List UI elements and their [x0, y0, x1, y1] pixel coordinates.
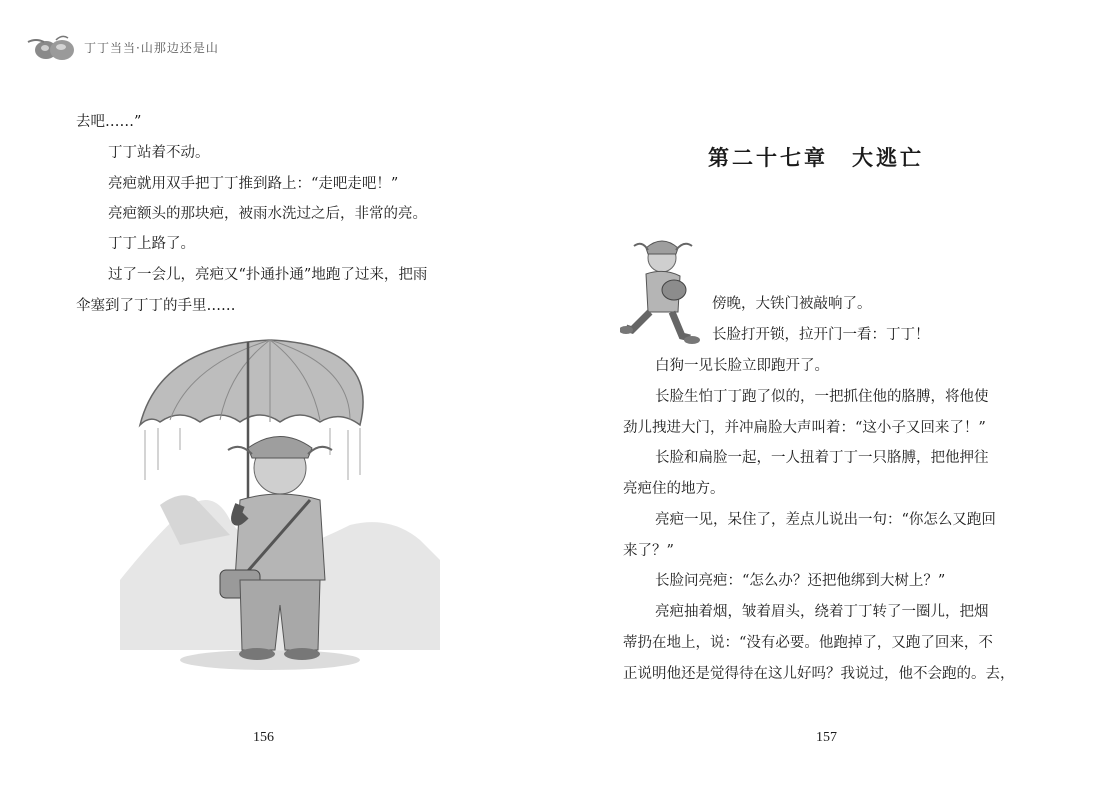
- paragraph: 过了一会儿，亮疤又“扑通扑通”地跑了过来，把雨: [108, 267, 428, 283]
- paragraph: 丁丁上路了。: [108, 236, 195, 252]
- paragraph: 来了？”: [623, 543, 674, 559]
- paragraph: 劲儿拽进大门，并冲扁脸大声叫着：“这小子又回来了！”: [623, 420, 986, 436]
- running-boy-illustration: [620, 232, 710, 350]
- page-number: 156: [253, 730, 274, 745]
- boy-with-umbrella-illustration: [120, 330, 440, 680]
- right-page: [548, 0, 1096, 786]
- paragraph: 长脸打开锁，拉开门一看：丁丁！: [712, 327, 930, 343]
- paragraph: 白狗一见长脸立即跑开了。: [655, 358, 829, 374]
- paragraph: 长脸问亮疤：“怎么办？还把他绑到大树上？”: [655, 573, 946, 589]
- series-title: 丁丁当当·山那边还是山: [84, 40, 219, 55]
- paragraph: 蒂扔在地上，说：“没有必要。他跑掉了，又跑了回来，不: [623, 635, 993, 651]
- paragraph: 去吧……”: [76, 114, 142, 130]
- chapter-title: 第二十七章 大逃亡: [708, 145, 924, 170]
- page-number: 157: [816, 730, 837, 745]
- paragraph: 长脸生怕丁丁跑了似的，一把抓住他的胳膊，将他使: [655, 389, 989, 405]
- paragraph: 丁丁站着不动。: [108, 145, 210, 161]
- paragraph: 正说明他还是觉得待在这儿好吗？我说过，他不会跑的。去，: [623, 666, 1015, 682]
- paragraph: 亮疤住的地方。: [623, 481, 725, 497]
- paragraph: 亮疤抽着烟，皱着眉头，绕着丁丁转了一圈儿，把烟: [655, 604, 989, 620]
- paragraph: 亮疤一见，呆住了，差点儿说出一句：“你怎么又跑回: [655, 512, 996, 528]
- paragraph: 亮疤额头的那块疤，被雨水洗过之后，非常的亮。: [108, 206, 427, 222]
- paragraph: 亮疤就用双手把丁丁推到路上：“走吧走吧！”: [108, 176, 399, 192]
- paragraph: 长脸和扁脸一起，一人扭着丁丁一只胳膊，把他押往: [655, 450, 989, 466]
- paragraph: 伞塞到了丁丁的手里……: [76, 298, 236, 314]
- paragraph: 傍晚，大铁门被敲响了。: [712, 296, 872, 312]
